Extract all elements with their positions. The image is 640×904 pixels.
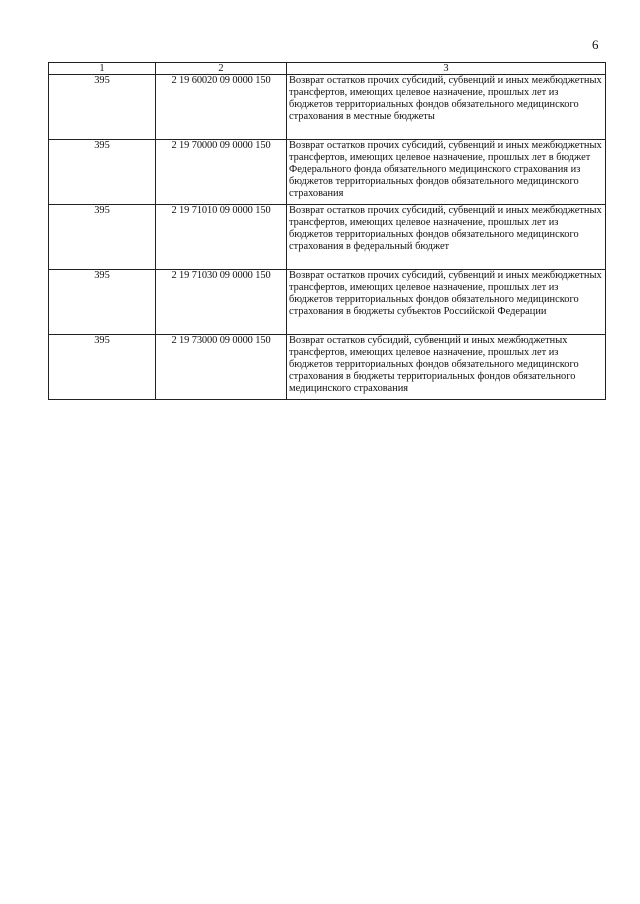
budget-code-cell: 2 19 60020 09 0000 150 xyxy=(156,75,287,140)
budget-codes-table xyxy=(48,62,606,400)
description-cell: Возврат остатков прочих субсидий, субвенций и иных межбюджетных трансфертов, имеющих целевое назначение, прошлых лет из бюджетов территориальных фондов обязательного медицинского страхования в местные бюджеты xyxy=(287,75,606,140)
header-row xyxy=(49,63,606,75)
budget-code-cell: 2 19 71010 09 0000 150 xyxy=(156,205,287,270)
table-row xyxy=(49,335,606,400)
page-number: 6 xyxy=(592,37,599,52)
admin-code-cell: 395 xyxy=(49,75,156,140)
table-header xyxy=(49,63,606,75)
budget-code-cell: 2 19 71030 09 0000 150 xyxy=(156,270,287,335)
description-cell: Возврат остатков прочих субсидий, субвенций и иных межбюджетных трансфертов, имеющих целевое назначение, прошлых лет из бюджетов территориальных фондов обязательного медицинского страхования в бюджеты субъектов Российской Федерации xyxy=(287,270,606,335)
admin-code-cell: 395 xyxy=(49,270,156,335)
admin-code-cell: 395 xyxy=(49,335,156,400)
description-cell: Возврат остатков прочих субсидий, субвенций и иных межбюджетных трансфертов, имеющих целевое назначение, прошлых лет из бюджетов территориальных фондов обязательного медицинского страхования в федеральный бюджет xyxy=(287,205,606,270)
table-row xyxy=(49,75,606,140)
description-cell: Возврат остатков субсидий, субвенций и иных межбюджетных трансфертов, имеющих целевое назначение, прошлых лет из бюджетов территориальных фондов обязательного медицинского страхования в бюджеты территориальных фондов обязательного медицинского страхования xyxy=(287,335,606,400)
table-row xyxy=(49,205,606,270)
table-row xyxy=(49,140,606,205)
admin-code-cell: 395 xyxy=(49,205,156,270)
budget-code-cell: 2 19 70000 09 0000 150 xyxy=(156,140,287,205)
table-body xyxy=(49,75,606,400)
admin-code-cell: 395 xyxy=(49,140,156,205)
column-header-2: 2 xyxy=(156,63,287,75)
description-cell: Возврат остатков прочих субсидий, субвенций и иных межбюджетных трансфертов, имеющих целевое назначение, прошлых лет в бюджет Федерального фонда обязательного медицинского страхования из бюджетов территориальных фондов обязательного медицинского страхования xyxy=(287,140,606,205)
column-header-3: 3 xyxy=(287,63,606,75)
column-header-1: 1 xyxy=(49,63,156,75)
table-row xyxy=(49,270,606,335)
budget-code-cell: 2 19 73000 09 0000 150 xyxy=(156,335,287,400)
